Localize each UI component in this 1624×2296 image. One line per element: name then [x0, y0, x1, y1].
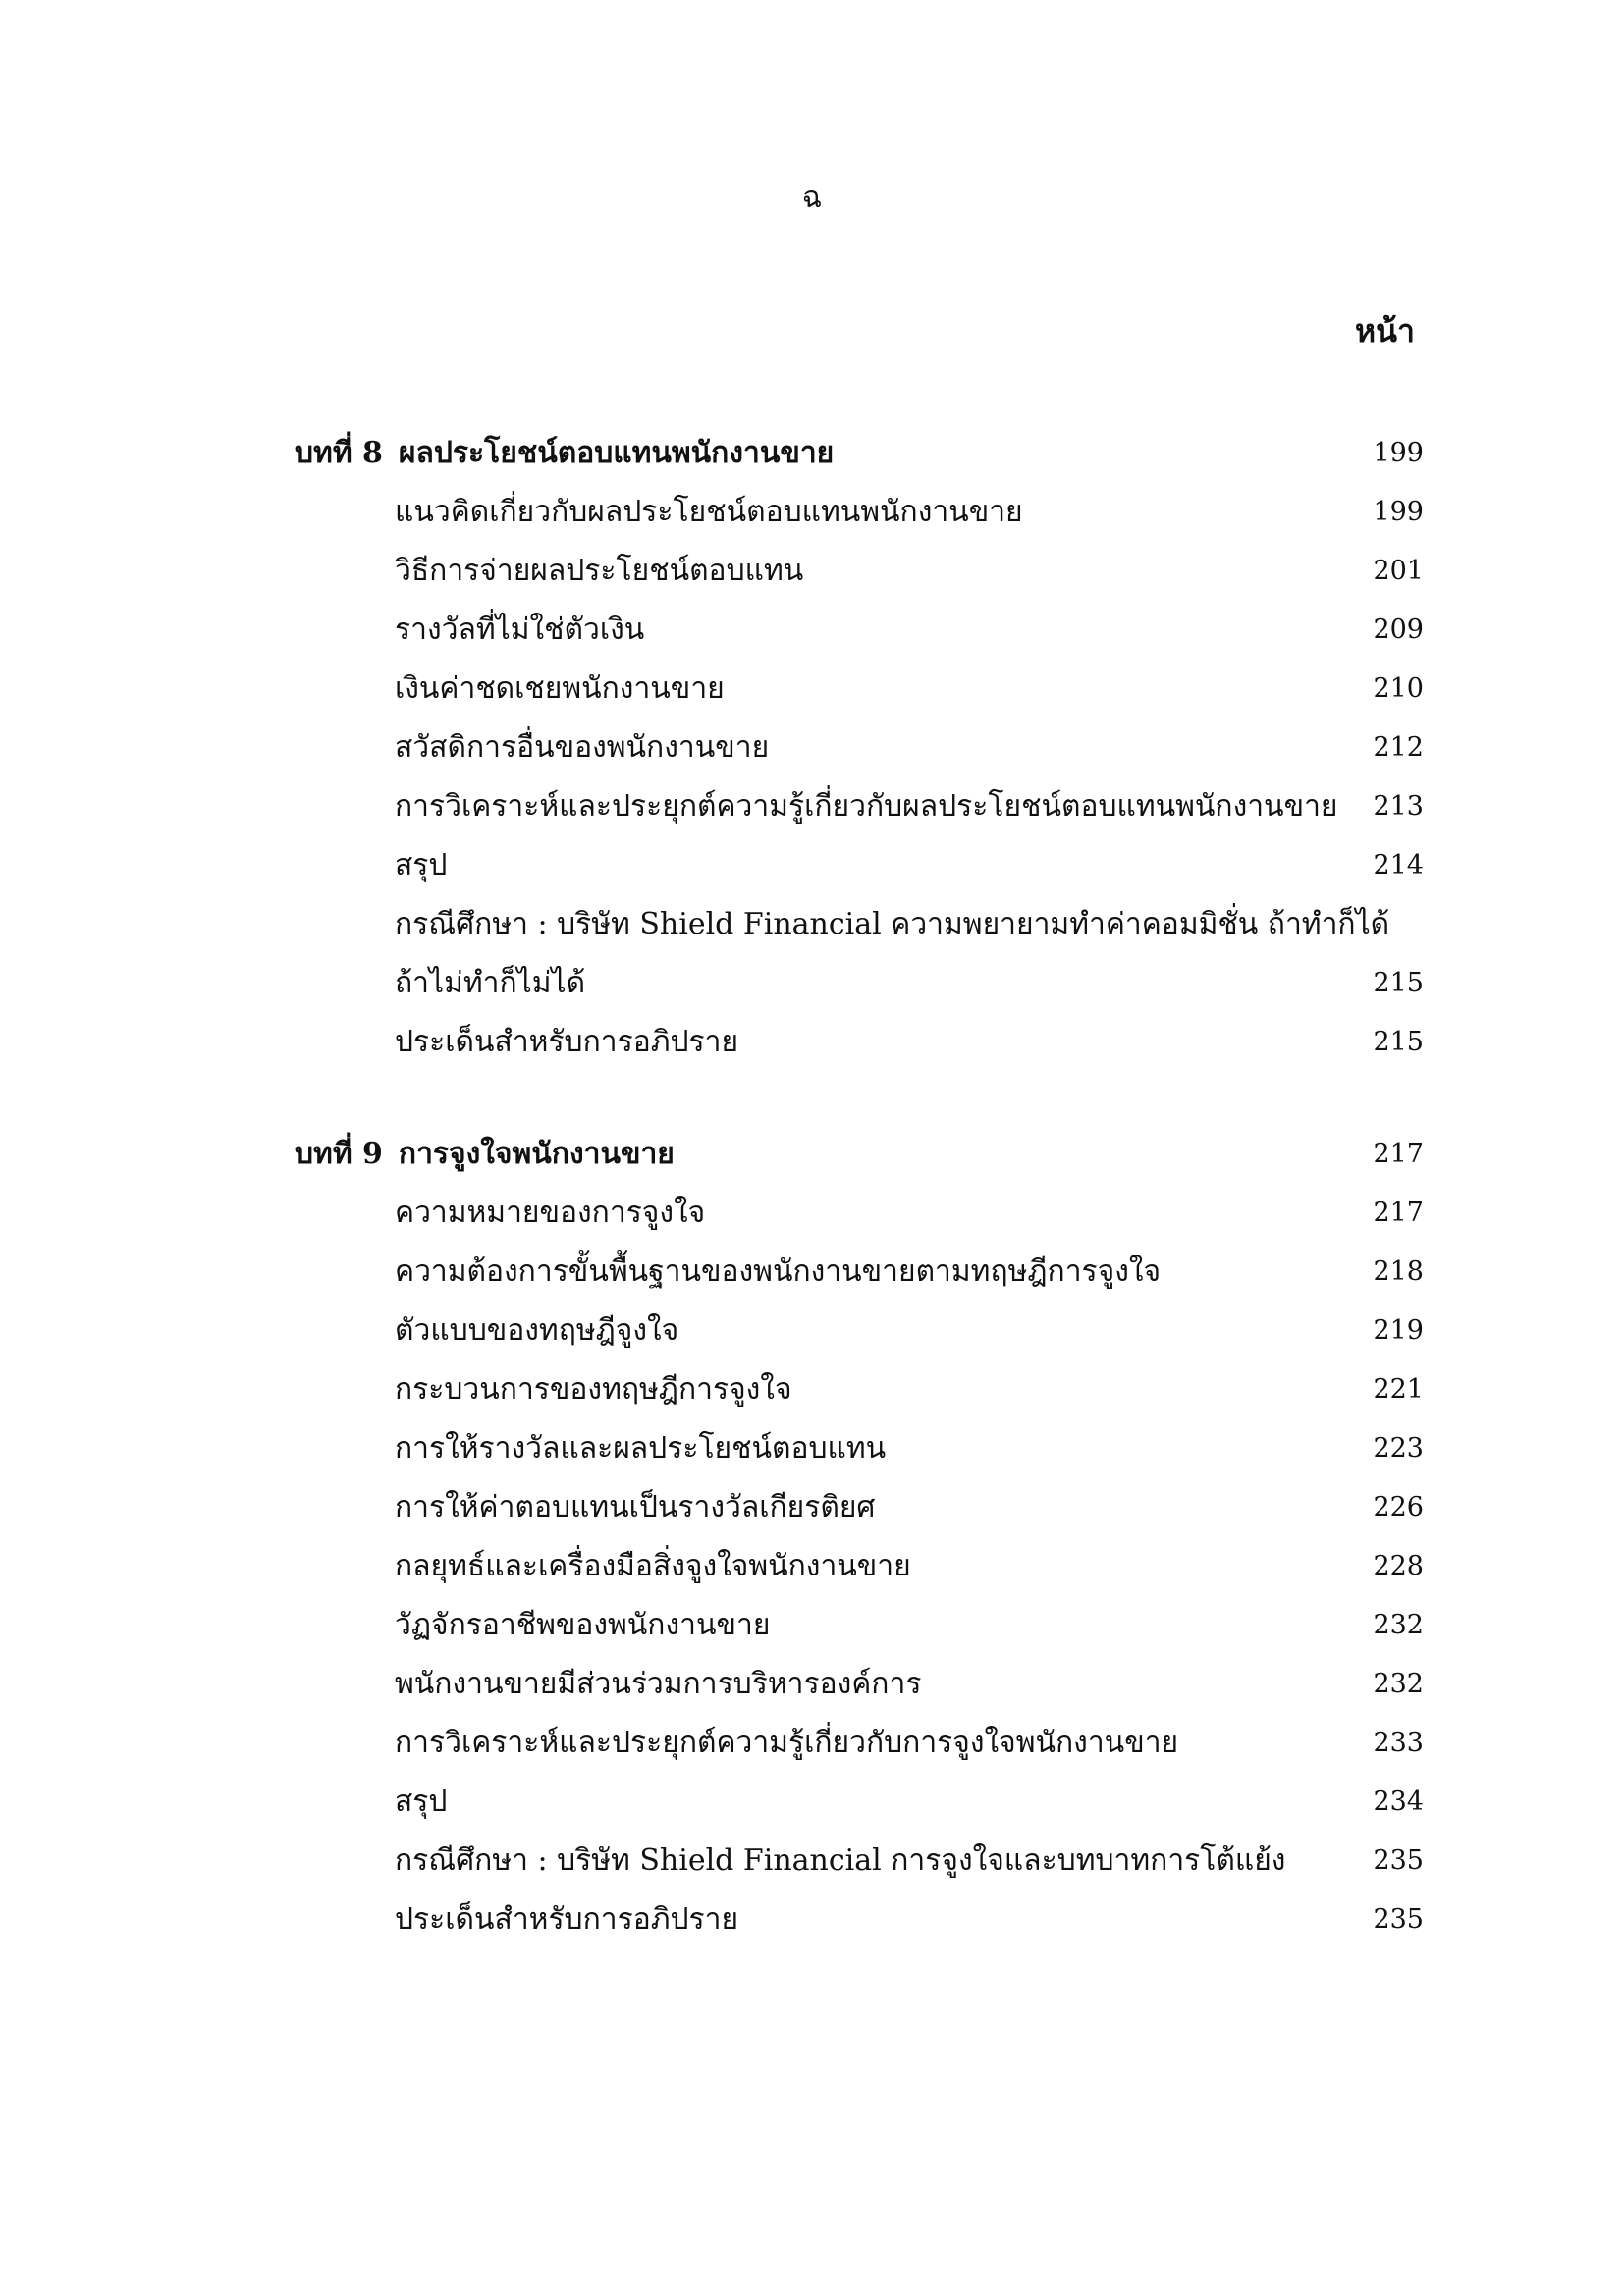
chapter-title: ผลประโยชน์ตอบแทนพนักงานขาย: [398, 436, 835, 470]
page-number: 199: [1373, 438, 1424, 468]
entry-label: กรณีศึกษา : บริษัท Shield Financial การจูงใจและบทบาทการโต้แย้ง: [395, 1843, 1286, 1878]
toc-entry: [295, 895, 1424, 954]
page-number: 215: [1373, 968, 1424, 998]
entry-label: ตัวแบบของทฤษฎีจูงใจ: [395, 1313, 679, 1348]
toc-entry: [295, 660, 1424, 719]
entry-label: แนวคิดเกี่ยวกับผลประโยชน์ตอบแทนพนักงานขาย: [395, 495, 1023, 529]
chapter-heading: [295, 424, 834, 483]
page-number: 228: [1373, 1551, 1424, 1581]
entry-label: สรุป: [395, 1785, 448, 1819]
page-number: 215: [1373, 1027, 1424, 1057]
toc-entry: [295, 601, 1424, 660]
entry-label: ความหมายของการจูงใจ: [395, 1196, 706, 1230]
page-number: 217: [1373, 1198, 1424, 1228]
toc-entry: [295, 1013, 1424, 1072]
toc-entry: [295, 1302, 1424, 1361]
entry-label: ประเด็นสำหรับการอภิปราย: [395, 1902, 739, 1937]
entry-label: ประเด็นสำหรับการอภิปราย: [395, 1025, 739, 1059]
page-number: 209: [1373, 614, 1424, 645]
chapter-8-section: [295, 424, 1424, 1072]
entry-label: การวิเคราะห์และประยุกต์ความรู้เกี่ยวกับการจูงใจพนักงานขาย: [395, 1726, 1179, 1760]
entry-label: สวัสดิการอื่นของพนักงานขาย: [395, 730, 770, 765]
page-number: 212: [1373, 732, 1424, 763]
toc-entry: [295, 1184, 1424, 1243]
page-number: 221: [1373, 1374, 1424, 1405]
toc-entry: [295, 1655, 1424, 1714]
page-number: 235: [1373, 1845, 1424, 1876]
chapter-heading: [295, 1125, 675, 1184]
entry-label: การให้รางวัลและผลประโยชน์ตอบแทน: [395, 1431, 887, 1466]
toc-entry: [295, 1891, 1424, 1949]
entry-label: ถ้าไม่ทำก็ไม่ได้: [395, 966, 586, 1000]
entry-label: พนักงานขายมีส่วนร่วมการบริหารองค์การ: [395, 1667, 922, 1701]
toc-entry: [295, 1832, 1424, 1891]
page-column-heading: หน้า: [1355, 312, 1415, 349]
entry-label: สรุป: [395, 848, 448, 882]
page-number: 214: [1373, 850, 1424, 881]
toc-entry: [295, 1714, 1424, 1773]
chapter-title: การจูงใจพนักงานขาย: [398, 1137, 675, 1171]
page-number: 201: [1373, 556, 1424, 586]
table-of-contents: [295, 424, 1424, 2002]
page-number: 219: [1373, 1315, 1424, 1346]
entry-label: ความต้องการขั้นพื้นฐานของพนักงานขายตามทฤษฎีการจูงใจ: [395, 1255, 1162, 1289]
toc-entry: [295, 1537, 1424, 1596]
toc-entry: [295, 719, 1424, 777]
toc-entry: [295, 1596, 1424, 1655]
entry-label: การให้ค่าตอบแทนเป็นรางวัลเกียรติยศ: [395, 1490, 876, 1524]
entry-label: กลยุทธ์และเครื่องมือสิ่งจูงใจพนักงานขาย: [395, 1549, 911, 1583]
toc-entry: [295, 1361, 1424, 1419]
page-number: 218: [1373, 1256, 1424, 1287]
entry-label: การวิเคราะห์และประยุกต์ความรู้เกี่ยวกับผลประโยชน์ตอบแทนพนักงานขาย: [395, 789, 1338, 824]
entry-label: วิธีการจ่ายผลประโยชน์ตอบแทน: [395, 554, 804, 588]
chapter-heading-row: [295, 1125, 1424, 1184]
page-marker: ฉ: [801, 181, 823, 215]
toc-entry: [295, 1478, 1424, 1537]
page-number: 213: [1373, 791, 1424, 822]
page-number: 199: [1373, 497, 1424, 527]
entry-label: เงินค่าชดเชยพนักงานขาย: [395, 671, 725, 706]
chapter-number: บทที่ 8: [295, 436, 383, 470]
chapter-9-section: [295, 1125, 1424, 1949]
toc-entry: [295, 836, 1424, 895]
page-number: 235: [1373, 1904, 1424, 1935]
toc-entry: [295, 542, 1424, 601]
page-number: 232: [1373, 1610, 1424, 1640]
chapter-number: บทที่ 9: [295, 1137, 383, 1171]
page-number: 234: [1373, 1787, 1424, 1817]
page-number: 217: [1373, 1139, 1424, 1169]
page-number: 233: [1373, 1728, 1424, 1758]
entry-label: วัฏจักรอาชีพของพนักงานขาย: [395, 1608, 771, 1642]
entry-label: รางวัลที่ไม่ใช่ตัวเงิน: [395, 613, 645, 647]
toc-entry: [295, 777, 1424, 836]
toc-entry: [295, 1419, 1424, 1478]
toc-entry: [295, 483, 1424, 542]
page-number: 226: [1373, 1492, 1424, 1522]
toc-entry: [295, 1773, 1424, 1832]
page-number: 223: [1373, 1433, 1424, 1464]
entry-label: กระบวนการของทฤษฎีการจูงใจ: [395, 1372, 792, 1407]
page-number: 232: [1373, 1669, 1424, 1699]
chapter-heading-row: [295, 424, 1424, 483]
entry-label: กรณีศึกษา : บริษัท Shield Financial ความพยายามทำค่าคอมมิชั่น ถ้าทำก็ได้: [395, 907, 1390, 941]
toc-entry: [295, 954, 1424, 1013]
page-number: 210: [1373, 673, 1424, 704]
toc-entry: [295, 1243, 1424, 1302]
